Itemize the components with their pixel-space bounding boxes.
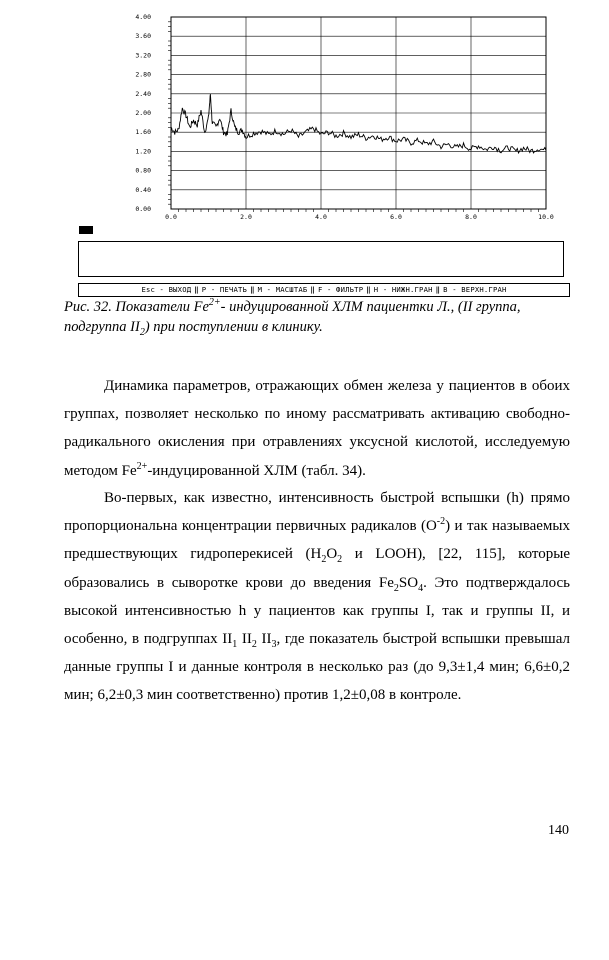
menu-item-scale[interactable]: M - МАСШТАБ [257, 285, 308, 294]
x-tick-label: 8.0 [465, 213, 477, 221]
y-tick-label: 0.00 [135, 205, 151, 213]
chart-grid [168, 17, 546, 212]
x-tick-label: 6.0 [390, 213, 402, 221]
page-number: 140 [548, 823, 569, 838]
y-tick-label: 3.20 [135, 51, 151, 60]
figure-caption: Рис. 32. Показатели $Fe^{2+}-$ индуцированной ХЛМ пациентки Л., (II группа, подгруппа $II_2$) при поступлении в клинику. [64, 297, 521, 338]
y-tick-label: 3.60 [135, 32, 151, 41]
y-tick-labels [135, 13, 151, 213]
status-panel [78, 241, 564, 277]
series-line [171, 94, 546, 153]
y-tick-label: 0.80 [135, 166, 151, 175]
paragraph-2: Во-первых, как известно, интенсивность быстрой вспышки (h) прямо пропорциональна концентрации первичных радикалов $(O^{-2})$ и так называемых предшествующих гидроперекисей ($H_2O_2$ и LOOH), [22, 115], которые образовались в сыворотке крови до введения $Fe_2SO_4$. Это подтверждалось высокой интенсивностью h у пациентов как группы I, так и группы II, и особенно, в подгруппах $II_1$ $II_2$ $II_3$, где показатель быстрой вспышки превышал данные группы I и данные контроля в несколько раз (до 9,3±1,4 мин; 6,6±0,2 мин; 6,2±0,3 мин соответственно) против 1,2±0,08 в контроле. [64, 490, 570, 704]
y-tick-label: 1.20 [135, 147, 151, 156]
y-tick-label: 2.80 [135, 70, 151, 79]
y-tick-label: 2.40 [135, 89, 151, 98]
chart [0, 0, 609, 225]
x-tick-label: 2.0 [240, 213, 252, 221]
function-key-menu: Esc - ВЫХОД ‖ P - ПЕЧАТЬ ‖ M - МАСШТАБ ‖ F - ФИЛЬТР ‖ H - НИЖН.ГРАН ‖ B - ВЕРХН.ГРАН [78, 283, 570, 297]
y-tick-label: 1.60 [135, 128, 151, 137]
x-tick-labels [165, 213, 554, 221]
x-tick-label: 4.0 [315, 213, 327, 221]
y-tick-label: 2.00 [135, 109, 151, 117]
paragraph-1: Динамика параметров, отражающих обмен железа у пациентов в обоих группах, позволяет несколько по иному рассматривать активацию свободно-радикального окисления при отравлениях уксусной кислотой, исследуемую методом $Fe^{2+}$-индуцированной ХЛМ (табл. 34). [64, 378, 570, 479]
y-tick-label: 4.00 [135, 13, 151, 21]
menu-item-exit[interactable]: Esc - ВЫХОД [141, 285, 192, 294]
menu-item-print[interactable]: P - ПЕЧАТЬ [201, 285, 248, 294]
cursor-marker [79, 226, 93, 234]
x-tick-label: 10.0 [538, 213, 554, 221]
menu-item-lower-bound[interactable]: H - НИЖН.ГРАН [373, 285, 433, 294]
x-tick-label: 0.0 [165, 213, 177, 221]
menu-item-upper-bound[interactable]: B - ВЕРХН.ГРАН [443, 285, 507, 294]
menu-item-filter[interactable]: F - ФИЛЬТР [317, 285, 364, 294]
y-tick-label: 0.40 [135, 185, 151, 194]
